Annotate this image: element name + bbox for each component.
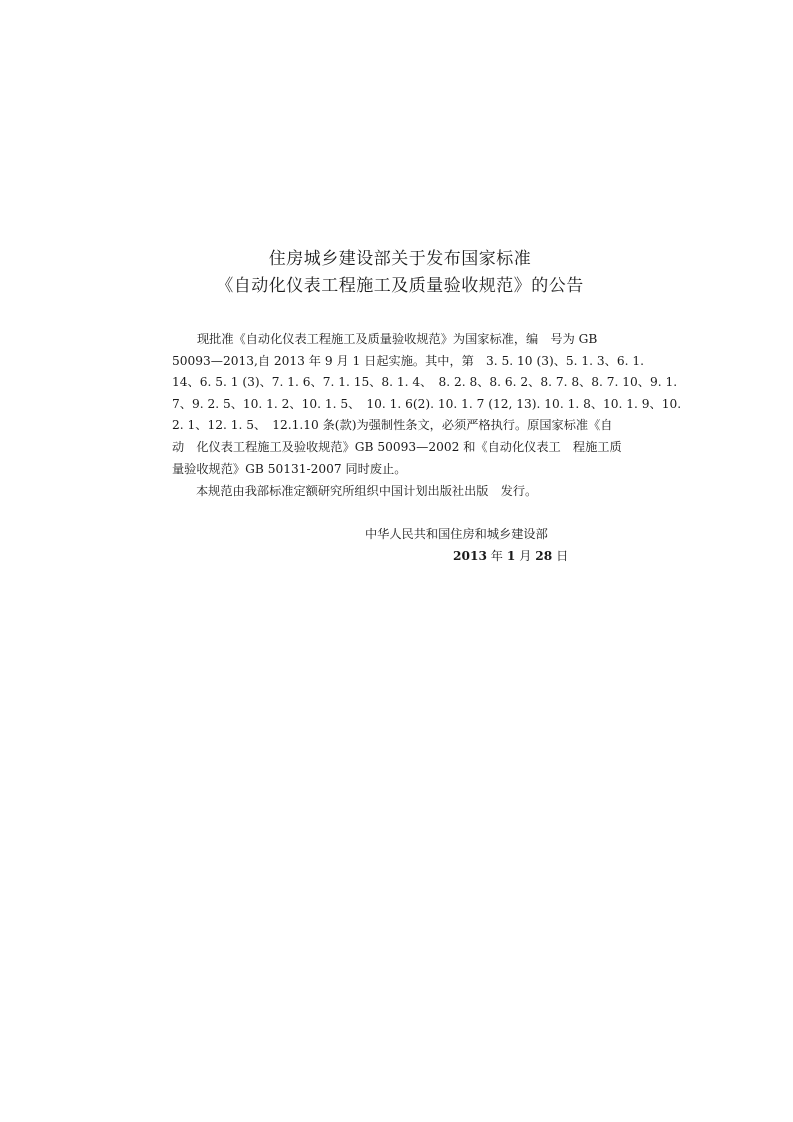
body-line: 动 化仪表工程施工及验收规范》GB 50093—2002 和《自动化仪表工 程施工质	[172, 439, 622, 454]
month-unit: 月	[519, 549, 532, 563]
body-line: 50093—2013,自 2013 年 9 月 1 日起实施。其中，第 3. 5. 10 (3)、5. 1. 3、6. 1.	[172, 353, 644, 368]
announcement-body	[172, 329, 682, 480]
title-line-2: 《自动化仪表工程施工及质量验收规范》的公告	[216, 276, 584, 296]
title-line-1: 住房城乡建设部关于发布国家标准	[268, 249, 532, 269]
publication-paragraph: 本规范由我部标准定额研究所组织中国计划出版社出版 发行。	[196, 484, 538, 498]
issue-day: 28	[535, 549, 553, 563]
body-line: 14、6. 5. 1 (3)、7. 1. 6、7. 1. 15、8. 1. 4、 8. 2. 8、8. 6. 2、8. 7. 8、8. 7. 10、9. 1.	[172, 375, 678, 390]
body-line: 现批准《自动化仪表工程施工及质量验收规范》为国家标准，编 号为 GB	[197, 332, 598, 346]
issue-month: 1	[506, 549, 516, 563]
issue-date	[453, 546, 568, 568]
body-line: 量验收规范》GB 50131-2007 同时废止。	[172, 461, 407, 476]
announcement-title	[150, 246, 650, 300]
issue-year: 2013	[453, 549, 487, 563]
body-line: 2. 1、12. 1. 5、 12.1.10 条(款)为强制性条文，必须严格执行。原国家标准《自	[172, 418, 613, 433]
year-unit: 年	[490, 549, 503, 563]
day-unit: 日	[556, 549, 569, 563]
body-line: 7、9. 2. 5、10. 1. 2、10. 1. 5、 10. 1. 6(2). 10. 1. 7 (12, 13). 10. 1. 8、10. 1. 9、10.	[172, 396, 682, 411]
issuer-signature: 中华人民共和国住房和城乡建设部	[365, 527, 548, 541]
